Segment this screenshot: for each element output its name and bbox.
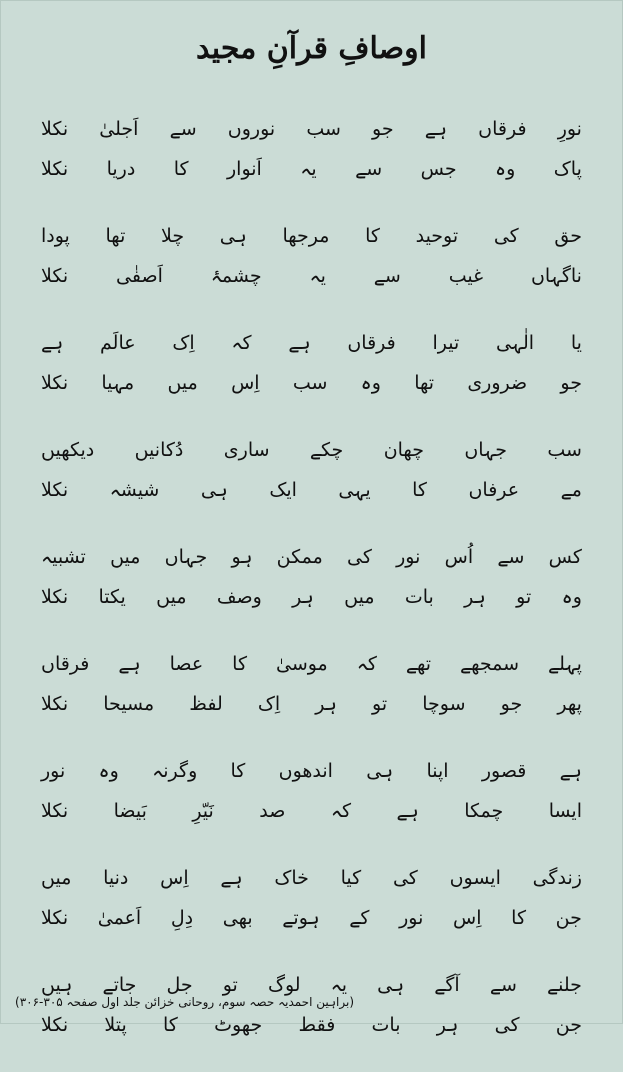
verse-word: اَنوار — [227, 158, 262, 180]
verse-word: ہر — [315, 693, 337, 715]
verse-word: سب — [292, 372, 328, 394]
verse-word: فرقاں — [347, 332, 396, 354]
verse-word: جل — [166, 974, 193, 996]
verse-word: کے — [349, 907, 370, 929]
verse-word: سمجھے — [460, 653, 520, 675]
verse-word: دنیا — [103, 867, 129, 889]
verse-word: قصور — [481, 760, 527, 782]
verse-word: نکلا — [41, 265, 69, 287]
verse-word: یا — [570, 332, 582, 354]
verse-word: ہو — [231, 546, 253, 568]
verse-word: صد — [259, 800, 286, 822]
verse-word: مہیا — [101, 372, 135, 394]
verse-word: بات — [371, 1014, 401, 1036]
stanza — [41, 965, 582, 1072]
verse-line — [41, 1005, 582, 1045]
poem-title: اوصافِ قرآنِ مجید — [196, 31, 427, 66]
verse-word: میں — [110, 546, 141, 568]
verse-word: پودا — [41, 225, 70, 247]
verse-word: فقط — [298, 1014, 336, 1036]
verse-word: فرقاں — [478, 118, 527, 140]
verse-word: سے — [169, 118, 197, 140]
verse-line — [41, 644, 582, 684]
verse-word: بات — [404, 586, 434, 608]
verse-word: ہوتے — [282, 907, 320, 929]
verse-word: نور — [41, 760, 66, 782]
verse-word: نکلا — [41, 118, 69, 140]
verse-word: میں — [344, 586, 375, 608]
verse-word: کی — [392, 867, 418, 889]
verse-word: چمکا — [464, 800, 504, 822]
verse-word: تو — [372, 693, 388, 715]
verse-word: کا — [412, 479, 427, 501]
verse-word: ایسوں — [449, 867, 501, 889]
verse-word: بَیضا — [113, 800, 147, 822]
verse-word: چشمۂ — [210, 265, 262, 287]
verse-word: اِس — [453, 907, 482, 929]
verse-word: اِس — [231, 372, 260, 394]
verse-word: کا — [230, 760, 246, 782]
verse-word: ضروری — [467, 372, 528, 394]
verse-word: زندگی — [532, 867, 582, 889]
verse-word: یہی — [338, 479, 371, 501]
verse-word: لوگ — [267, 974, 301, 996]
verse-line — [41, 684, 582, 724]
verse-word: فرقاں — [41, 653, 90, 675]
source-reference: (براہین احمدیہ حصہ سوم، روحانی خزائن جلد اول صفحہ ۳۰۵-۳۰۶) — [15, 995, 355, 1009]
verse-word: نکلا — [41, 800, 69, 822]
verse-word: یہ — [309, 265, 326, 287]
verse-word: یہ — [300, 158, 317, 180]
verse-word: مے — [560, 479, 582, 501]
stanza — [41, 858, 582, 965]
verse-line — [41, 470, 582, 510]
verse-word: کہ — [231, 332, 252, 354]
verse-word: اِک — [172, 332, 195, 354]
verse-word: جو — [372, 118, 394, 140]
verse-word: کیا — [340, 867, 362, 889]
verse-word: میں — [167, 372, 198, 394]
verse-word: ایسا — [548, 800, 582, 822]
stanza — [41, 751, 582, 858]
verse-line — [41, 363, 582, 403]
verse-word: ہے — [396, 800, 419, 822]
stanza — [41, 323, 582, 430]
verse-word: نور — [399, 907, 424, 929]
verse-word: ناگہاں — [530, 265, 582, 287]
verse-word: کا — [511, 907, 527, 929]
verse-word: تھے — [405, 653, 432, 675]
verse-word: ہی — [377, 974, 405, 996]
verse-word: نکلا — [41, 586, 69, 608]
verse-word: کا — [365, 225, 380, 247]
verse-word: وصف — [216, 586, 262, 608]
verse-word: دِلِ — [170, 907, 194, 929]
verse-word: نکلا — [41, 693, 69, 715]
verse-word: شیشہ — [109, 479, 160, 501]
verse-word: سوچا — [422, 693, 466, 715]
verse-word: چلا — [161, 225, 185, 247]
stanza — [41, 109, 582, 216]
verse-word: اَجلیٰ — [99, 118, 139, 140]
verse-word: نَیّرِ — [192, 800, 214, 822]
verse-word: تو — [516, 586, 532, 608]
verse-word: سب — [306, 118, 341, 140]
verse-word: وہ — [561, 586, 582, 608]
verse-word: ہے — [41, 332, 64, 354]
verse-word: نکلا — [41, 479, 69, 501]
verse-word: یکتا — [98, 586, 126, 608]
verse-word: کا — [173, 158, 189, 180]
verse-word: خاک — [274, 867, 309, 889]
verse-word: سے — [373, 265, 401, 287]
verse-word: جہاں — [164, 546, 208, 568]
verse-word: کا — [232, 653, 248, 675]
verse-word: وہ — [495, 158, 516, 180]
verse-word: کس — [548, 546, 582, 568]
verse-word: نکلا — [41, 907, 69, 929]
verse-word: اَصفٰی — [116, 265, 163, 287]
verse-word: ہی — [200, 479, 228, 501]
verse-word: نوروں — [227, 118, 276, 140]
verse-word: اُس — [444, 546, 474, 568]
verse-word: تھا — [105, 225, 126, 247]
verse-word: چکے — [309, 439, 344, 461]
verse-line — [41, 216, 582, 256]
verse-word: جن — [555, 1014, 582, 1036]
verse-word: الٰہی — [496, 332, 535, 354]
verse-word: جو — [560, 372, 582, 394]
verse-word: اپنا — [426, 760, 449, 782]
verse-word: میں — [41, 867, 72, 889]
verse-word: یہ — [330, 974, 348, 996]
verse-word: ایک — [269, 479, 297, 501]
verse-word: نورِ — [557, 118, 582, 140]
verse-word: تشبیہ — [41, 546, 86, 568]
verse-word: مسیحا — [103, 693, 155, 715]
verse-line — [41, 537, 582, 577]
verse-word: تو — [222, 974, 238, 996]
verse-word: ہی — [366, 760, 394, 782]
verse-word: کی — [347, 546, 372, 568]
verse-word: اندھوں — [278, 760, 333, 782]
verse-word: جو — [500, 693, 523, 715]
verse-word: جہاں — [464, 439, 507, 461]
stanza — [41, 537, 582, 644]
verse-word: اِک — [257, 693, 281, 715]
verse-word: پہلے — [548, 653, 582, 675]
verse-word: نکلا — [41, 158, 69, 180]
verse-word: آگے — [434, 974, 460, 996]
verse-line — [41, 858, 582, 898]
verse-word: جس — [420, 158, 457, 180]
verse-word: پاک — [553, 158, 582, 180]
verse-word: کا — [162, 1014, 178, 1036]
verse-word: لفظ — [189, 693, 223, 715]
verse-line — [41, 898, 582, 938]
verse-word: کہ — [330, 800, 352, 822]
stanza — [41, 216, 582, 323]
verse-word: بھی — [222, 907, 253, 929]
verse-word: عصا — [169, 653, 204, 675]
verse-word: میں — [156, 586, 187, 608]
verse-word: مرجھا — [282, 225, 330, 247]
verse-word: نکلا — [41, 1014, 69, 1036]
verse-word: تیرا — [432, 332, 460, 354]
verse-word: پتلا — [104, 1014, 127, 1036]
verse-word: نکلا — [41, 372, 69, 394]
verse-word: ہے — [220, 867, 243, 889]
verse-word: عالَم — [100, 332, 136, 354]
verse-word: اِس — [160, 867, 189, 889]
verse-word: ہے — [424, 118, 448, 140]
verse-word: کہ — [356, 653, 377, 675]
verse-word: نور — [396, 546, 421, 568]
verse-word: سب — [547, 439, 582, 461]
verse-word: موسیٰ — [275, 653, 328, 675]
poem-body — [41, 109, 582, 1072]
verse-line — [41, 430, 582, 470]
verse-line — [41, 323, 582, 363]
verse-word: ہر — [436, 1014, 459, 1036]
verse-word: وہ — [98, 760, 119, 782]
stanza — [41, 644, 582, 751]
verse-word: وگرنہ — [152, 760, 198, 782]
verse-word: توحید — [415, 225, 459, 247]
verse-word: چھان — [383, 439, 424, 461]
verse-word: پھر — [557, 693, 582, 715]
verse-word: جلنے — [546, 974, 582, 996]
verse-word: حق — [554, 225, 582, 247]
verse-word: کی — [494, 1014, 520, 1036]
verse-word: ہے — [288, 332, 311, 354]
verse-word: جن — [555, 907, 582, 929]
verse-word: ہیں — [41, 974, 73, 996]
verse-line — [41, 256, 582, 296]
verse-word: جاتے — [102, 974, 137, 996]
verse-word: وہ — [360, 372, 381, 394]
verse-word: دُکانیں — [134, 439, 184, 461]
verse-word: ہر — [292, 586, 314, 608]
verse-line — [41, 577, 582, 617]
verse-word: عرفاں — [468, 479, 520, 501]
verse-line — [41, 791, 582, 831]
verse-word: ممکن — [276, 546, 323, 568]
verse-word: ہے — [559, 760, 582, 782]
verse-word: دیکھیں — [41, 439, 95, 461]
verse-line — [41, 149, 582, 189]
stanza — [41, 430, 582, 537]
verse-word: ہی — [219, 225, 247, 247]
verse-word: سے — [489, 974, 517, 996]
verse-word: تھا — [414, 372, 435, 394]
verse-word: کی — [493, 225, 519, 247]
verse-word: سے — [497, 546, 525, 568]
verse-line — [41, 751, 582, 791]
verse-word: اَعمیٰ — [97, 907, 142, 929]
verse-word: ہر — [464, 586, 486, 608]
verse-word: دریا — [106, 158, 136, 180]
verse-word: غیب — [448, 265, 484, 287]
verse-word: جھوٹ — [214, 1014, 263, 1036]
verse-line — [41, 109, 582, 149]
verse-word: ساری — [223, 439, 270, 461]
verse-word: ہے — [118, 653, 141, 675]
verse-word: سے — [355, 158, 383, 180]
